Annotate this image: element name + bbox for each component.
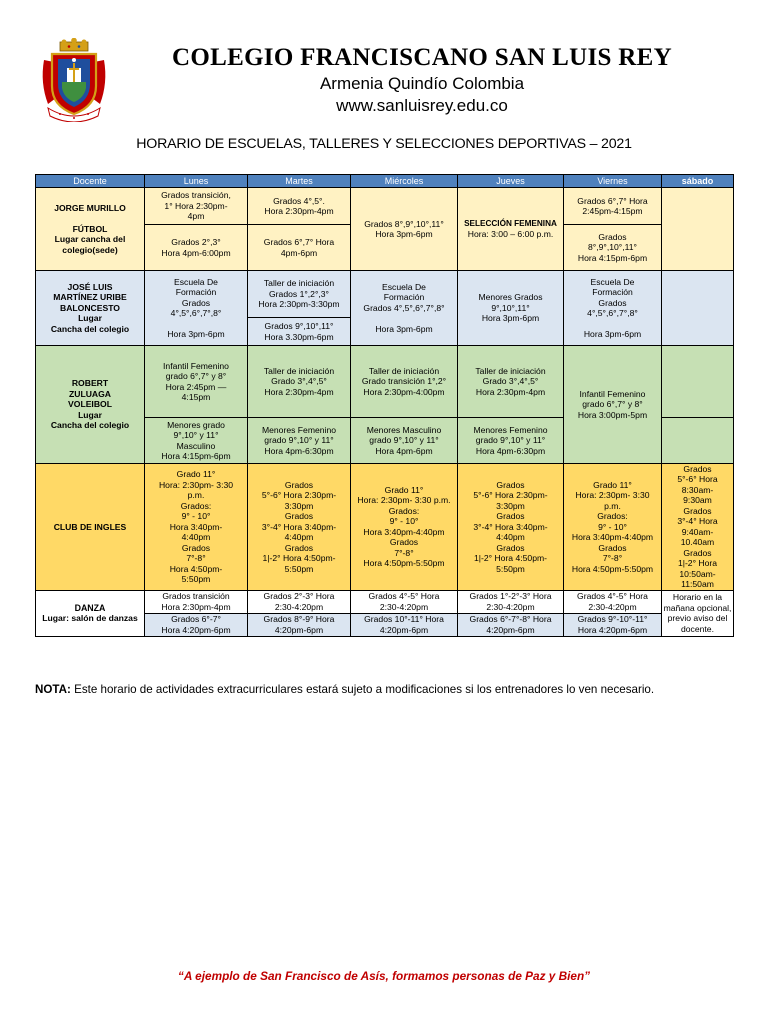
cell-futbol-viernes-1: Grados 6°,7° Hora 2:45pm-4:15pm [564,188,662,225]
cell-danza-martes-1: Grados 2°-3° Hora 2:30-4:20pm [248,590,351,613]
footnote-label: NOTA: [35,683,71,696]
cell-danza-sabado: Horario en la mañana opcional, previo aviso del docente. [662,590,734,636]
cell-danza-viernes-1: Grados 4°-5° Hora 2:30-4:20pm [564,590,662,613]
cell-futbol-viernes-2: Grados 8°,9°,10°,11° Hora 4:15pm-6pm [564,225,662,271]
school-name: COLEGIO FRANCISCANO SAN LUIS REY [172,44,672,71]
cell-ingles-lunes: Grado 11° Hora: 2:30pm- 3:30 p.m. Grados: 9° - 10° Hora 3:40pm- 4:40pm Grados 7°-8° Hora 4:50pm- 5:50pm [145,464,248,591]
teacher-futbol: JORGE MURILLO FÚTBOL Lugar cancha del colegio(sede) [36,188,145,271]
document-title: HORARIO DE ESCUELAS, TALLERES Y SELECCIONES DEPORTIVAS – 2021 [136,136,632,152]
schedule-table [35,174,734,637]
header-sabado: sábado [662,175,734,188]
table-row [36,464,734,591]
cell-voleibol-viernes: Infantil Femenino grado 6°,7° y 8° Hora 3:00pm-5pm [564,346,662,464]
cell-baloncesto-lunes: Escuela De Formación Grados 4°,5°,6°,7°,8° Hora 3pm-6pm [145,271,248,346]
cell-ingles-sabado: Grados 5°-6° Hora 8:30am- 9:30am Grados 3°-4° Hora 9:40am- 10.40am Grados 1|-2° Hora 10:50am- 11:50am [662,464,734,591]
cell-futbol-miercoles: Grados 8°,9°,10°,11° Hora 3pm-6pm [351,188,458,271]
cell-danza-miercoles-1: Grados 4°-5° Hora 2:30-4:20pm [351,590,458,613]
futbol-jueves-title: SELECCIÓN FEMENINA [464,219,557,229]
school-location: Armenia Quindío Colombia [319,74,525,93]
header-jueves: Jueves [458,175,564,188]
header-miercoles: Miércoles [351,175,458,188]
header-docente: Docente [36,175,145,188]
cell-voleibol-sabado-1 [662,346,734,418]
cell-ingles-martes: Grados 5°-6° Hora 2:30pm- 3:30pm Grados 3°-4° Hora 3:40pm- 4:40pm Grados 1|-2° Hora 4:50pm- 5:50pm [248,464,351,591]
cell-danza-jueves-1: Grados 1°-2°-3° Hora 2:30-4:20pm [458,590,564,613]
cell-baloncesto-miercoles: Escuela De Formación Grados 4°,5°,6°,7°,8° Hora 3pm-6pm [351,271,458,346]
danza-name: DANZA [74,602,106,613]
cell-danza-jueves-2: Grados 6°-7°-8° Hora 4:20pm-6pm [458,613,564,636]
cell-baloncesto-viernes: Escuela De Formación Grados 4°,5°,6°,7°,8° Hora 3pm-6pm [564,271,662,346]
school-website: www.sanluisrey.edu.co [336,96,508,115]
cell-danza-martes-2: Grados 8°-9° Hora 4:20pm-6pm [248,613,351,636]
footnote-text: Este horario de actividades extracurriculares estará sujeto a modificaciones si los entrenadores lo ven necesario. [70,683,655,696]
cell-voleibol-miercoles-2: Menores Masculino grado 9°,10° y 11° Hora 4pm-6pm [351,418,458,464]
cell-danza-viernes-2: Grados 9°-10°-11° Hora 4:20pm-6pm [564,613,662,636]
teacher-ingles: CLUB DE INGLES [36,464,145,591]
cell-voleibol-lunes-2: Menores grado 9°,10° y 11° Masculino Hora 4:15pm-6pm [145,418,248,464]
cell-futbol-jueves [458,188,564,271]
cell-voleibol-martes-2: Menores Femenino grado 9°,10° y 11° Hora 4pm-6:30pm [248,418,351,464]
teacher-danza [36,590,145,636]
cell-danza-lunes-2: Grados 6°-7° Hora 4:20pm-6pm [145,613,248,636]
teacher-voleibol: ROBERT ZULUAGA VOLEIBOL Lugar Cancha del colegio [36,346,145,464]
table-header-row [36,175,734,188]
futbol-jueves-time: Hora: 3:00 – 6:00 p.m. [467,229,554,240]
cell-ingles-miercoles: Grado 11° Hora: 2:30pm- 3:30 p.m. Grados: 9° - 10° Hora 3:40pm-4:40pm Grados 7°-8° Hora 4:50pm-5:50pm [351,464,458,591]
footnote [35,683,654,696]
cell-voleibol-miercoles-1: Taller de iniciación Grado transición 1°,2° Hora 2:30pm-4:00pm [351,346,458,418]
cell-baloncesto-jueves: Menores Grados 9°,10°,11° Hora 3pm-6pm [458,271,564,346]
danza-place: Lugar: salón de danzas [42,613,138,624]
cell-voleibol-jueves-1: Taller de iniciación Grado 3°,4°,5° Hora 2:30pm-4pm [458,346,564,418]
cell-danza-lunes-1: Grados transición Hora 2:30pm-4pm [145,590,248,613]
cell-voleibol-lunes-1: Infantil Femenino grado 6°,7° y 8° Hora 2:45pm — 4:15pm [145,346,248,418]
cell-danza-miercoles-2: Grados 10°-11° Hora 4:20pm-6pm [351,613,458,636]
table-row [36,271,734,318]
teacher-baloncesto: JOSÉ LUIS MARTÍNEZ URIBE BALONCESTO Lugar Cancha del colegio [36,271,145,346]
table-row [36,590,734,613]
cell-futbol-martes-2: Grados 6°,7° Hora 4pm-6pm [248,225,351,271]
cell-futbol-sabado [662,188,734,271]
cell-baloncesto-sabado [662,271,734,346]
table-row [36,346,734,418]
table-row [36,188,734,225]
cell-baloncesto-martes-1: Taller de iniciación Grados 1°,2°,3° Hora 2:30pm-3:30pm [248,271,351,318]
cell-futbol-lunes-2: Grados 2°,3° Hora 4pm-6:00pm [145,225,248,271]
cell-voleibol-martes-1: Taller de iniciación Grado 3°,4°,5° Hora 2:30pm-4pm [248,346,351,418]
school-motto: “A ejemplo de San Francisco de Asís, formamos personas de Paz y Bien” [177,969,591,983]
cell-voleibol-sabado-2 [662,418,734,464]
cell-futbol-lunes-1: Grados transición, 1° Hora 2:30pm- 4pm [145,188,248,225]
cell-futbol-martes-1: Grados 4°,5°. Hora 2:30pm-4pm [248,188,351,225]
header-martes: Martes [248,175,351,188]
cell-ingles-viernes: Grado 11° Hora: 2:30pm- 3:30 p.m. Grados: 9° - 10° Hora 3:40pm-4:40pm Grados 7°-8° Hora 4:50pm-5:50pm [564,464,662,591]
header-lunes: Lunes [145,175,248,188]
header-viernes: Viernes [564,175,662,188]
cell-baloncesto-martes-2: Grados 9°,10°,11° Hora 3.30pm-6pm [248,318,351,346]
cell-voleibol-jueves-2: Menores Femenino grado 9°,10° y 11° Hora 4pm-6:30pm [458,418,564,464]
cell-ingles-jueves: Grados 5°-6° Hora 2:30pm- 3:30pm Grados 3°-4° Hora 3:40pm- 4:40pm Grados 1|-2° Hora 4:50pm- 5:50pm [458,464,564,591]
